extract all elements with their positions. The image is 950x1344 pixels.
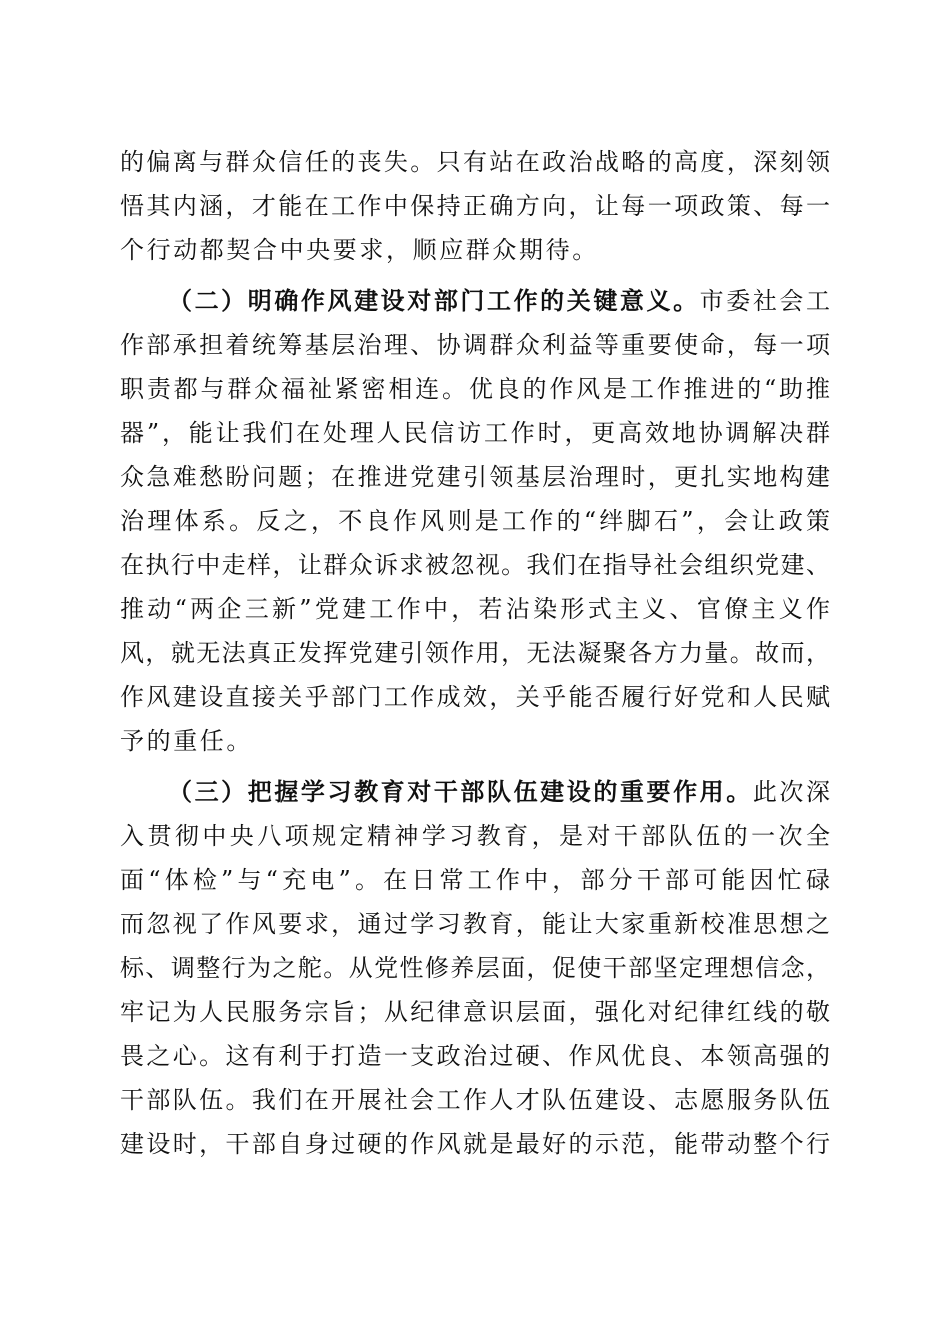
text-line: 牢记为人民服务宗旨；从纪律意识层面，强化对纪律红线的敬	[120, 998, 830, 1026]
heading-line-rest: 市委社会工	[699, 287, 831, 315]
text-line: 面“体检”与“充电”。在日常工作中，部分干部可能因忙碌	[120, 866, 830, 894]
text-line: 在执行中走样，让群众诉求被忽视。我们在指导社会组织党建、	[120, 551, 830, 579]
text-line: 的偏离与群众信任的丧失。只有站在政治战略的高度，深刻领	[120, 148, 830, 176]
paragraph-section-2	[120, 279, 830, 763]
text-line: 悟其内涵，才能在工作中保持正确方向，让每一项政策、每一	[120, 192, 830, 220]
text-line: 风，就无法真正发挥党建引领作用，无法凝聚各方力量。故而，	[120, 639, 830, 667]
paragraph-continued	[120, 140, 830, 272]
paragraph-first-line	[120, 279, 830, 323]
heading-line-rest: 此次深	[752, 778, 831, 806]
text-line: 予的重任。	[120, 727, 253, 755]
text-line: 干部队伍。我们在开展社会工作人才队伍建设、志愿服务队伍	[120, 1086, 830, 1114]
section-heading: （二）明确作风建设对部门工作的关键意义。	[168, 286, 700, 315]
text-line: 众急难愁盼问题；在推进党建引领基层治理时，更扎实地构建	[120, 463, 830, 491]
text-line: 作部承担着统筹基层治理、协调群众利益等重要使命，每一项	[120, 331, 830, 359]
text-line: 而忽视了作风要求，通过学习教育，能让大家重新校准思想之	[120, 910, 830, 938]
text-line: 个行动都契合中央要求，顺应群众期待。	[120, 236, 599, 264]
document-body	[120, 140, 830, 1166]
text-line: 标、调整行为之舵。从党性修养层面，促使干部坚定理想信念，	[120, 954, 830, 982]
text-line: 推动“两企三新”党建工作中，若沾染形式主义、官僚主义作	[120, 595, 830, 623]
text-line: 建设时，干部自身过硬的作风就是最好的示范，能带动整个行	[120, 1130, 830, 1158]
text-line: 职责都与群众福祉紧密相连。优良的作风是工作推进的“助推	[120, 375, 830, 403]
text-line: 作风建设直接关乎部门工作成效，关乎能否履行好党和人民赋	[120, 683, 830, 711]
paragraph-section-3	[120, 770, 830, 1166]
text-line: 治理体系。反之，不良作风则是工作的“绊脚石”，会让政策	[120, 507, 830, 535]
text-line: 畏之心。这有利于打造一支政治过硬、作风优良、本领高强的	[120, 1042, 830, 1070]
text-line: 入贯彻中央八项规定精神学习教育，是对干部队伍的一次全	[120, 822, 830, 850]
paragraph-first-line	[120, 770, 830, 814]
text-line: 器”，能让我们在处理人民信访工作时，更高效地协调解决群	[120, 419, 830, 447]
section-heading: （三）把握学习教育对干部队伍建设的重要作用。	[168, 777, 753, 806]
